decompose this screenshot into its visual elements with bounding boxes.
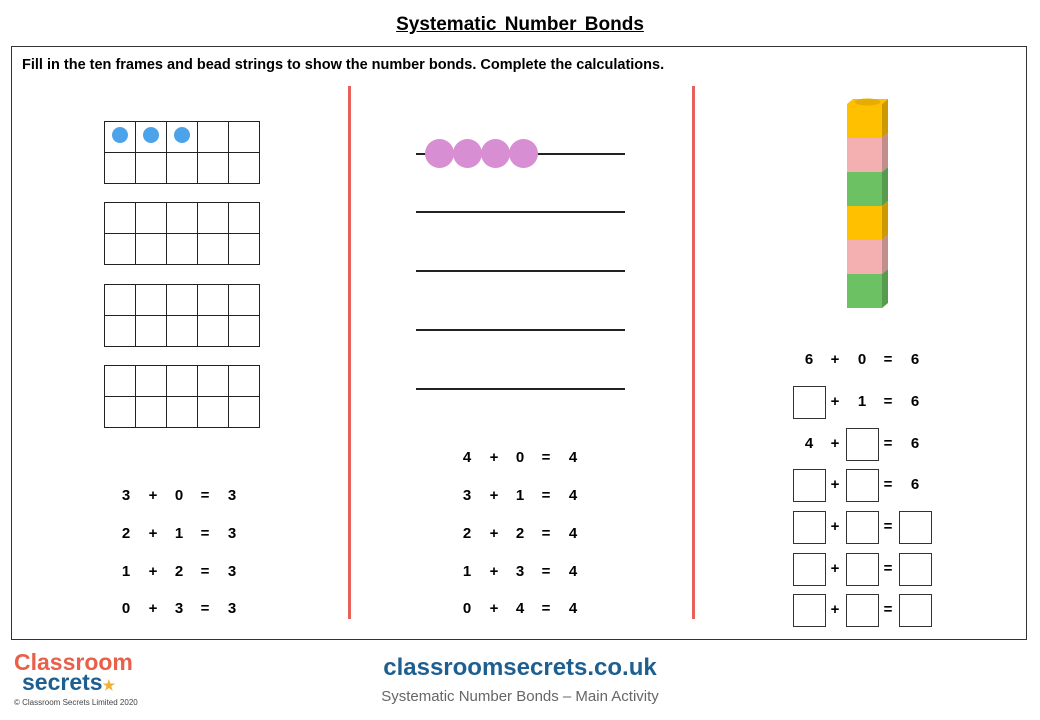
cube-side [882,99,888,138]
bead [453,139,482,168]
number: 2 [462,525,472,542]
counter-dot [143,127,159,143]
number: 6 [804,351,814,368]
column-divider-right [692,86,695,619]
ten-frame-cell[interactable] [198,366,229,397]
equals-sign: = [200,525,210,542]
answer-box[interactable] [846,469,879,502]
answer-box[interactable] [846,428,879,461]
cube [847,274,882,308]
logo-line1: Classroom [14,649,133,675]
ten-frame-cell[interactable] [136,153,167,184]
plus-sign: + [148,563,158,580]
cube [847,206,882,240]
plus-sign: + [830,393,840,410]
footer-subtitle: Systematic Number Bonds – Main Activity [381,688,659,705]
answer-box[interactable] [793,386,826,419]
plus-sign: + [489,487,499,504]
ten-frame-cell[interactable] [229,366,260,397]
equals-sign: = [200,600,210,617]
number: 4 [568,487,578,504]
ten-frame-cell[interactable] [136,366,167,397]
ten-frame-cell[interactable] [167,397,198,428]
number: 4 [462,449,472,466]
number: 3 [174,600,184,617]
bead-string[interactable] [416,270,625,272]
number: 4 [568,600,578,617]
number: 3 [121,487,131,504]
ten-frame-cell[interactable] [136,285,167,316]
column-divider-left [348,86,351,619]
logo-line2: secrets★ [22,669,116,695]
ten-frame-cell[interactable] [229,316,260,347]
number: 1 [462,563,472,580]
answer-box[interactable] [793,511,826,544]
bead-string[interactable] [416,329,625,331]
ten-frame[interactable] [104,284,260,347]
star-icon: ★ [102,677,116,693]
number: 1 [121,563,131,580]
plus-sign: + [489,563,499,580]
equals-sign: = [883,393,893,410]
number: 3 [227,525,237,542]
ten-frame-cell[interactable] [105,285,136,316]
plus-sign: + [148,600,158,617]
ten-frame-cell[interactable] [105,153,136,184]
plus-sign: + [830,601,840,618]
equals-sign: = [883,476,893,493]
number: 3 [227,487,237,504]
plus-sign: + [489,525,499,542]
ten-frame-cell[interactable] [229,203,260,234]
equals-sign: = [883,518,893,535]
answer-box[interactable] [846,553,879,586]
answer-box[interactable] [846,511,879,544]
number: 3 [227,563,237,580]
equals-sign: = [541,487,551,504]
ten-frame-cell[interactable] [229,285,260,316]
number: 2 [515,525,525,542]
bead-string[interactable] [416,388,625,390]
cube-stud [855,99,881,106]
answer-box[interactable] [899,511,932,544]
number: 4 [568,563,578,580]
equals-sign: = [541,563,551,580]
number: 3 [515,563,525,580]
number: 6 [910,476,920,493]
ten-frame-cell[interactable] [229,153,260,184]
answer-box[interactable] [793,594,826,627]
equals-sign: = [883,351,893,368]
number: 2 [121,525,131,542]
ten-frame-cell[interactable] [105,122,136,153]
plus-sign: + [830,351,840,368]
ten-frame-cell[interactable] [105,203,136,234]
number: 3 [462,487,472,504]
cube-side [882,133,888,172]
equals-sign: = [541,600,551,617]
equals-sign: = [200,563,210,580]
number: 6 [910,351,920,368]
ten-frame[interactable] [104,365,260,428]
number: 1 [174,525,184,542]
ten-frame-cell[interactable] [167,122,198,153]
ten-frame-cell[interactable] [198,397,229,428]
plus-sign: + [830,560,840,577]
counter-dot [112,127,128,143]
number: 3 [227,600,237,617]
ten-frame-cell[interactable] [167,203,198,234]
ten-frame[interactable] [104,121,260,184]
ten-frame-cell[interactable] [229,397,260,428]
plus-sign: + [148,487,158,504]
counter-dot [174,127,190,143]
ten-frame-cell[interactable] [136,234,167,265]
ten-frame-cell[interactable] [105,234,136,265]
plus-sign: + [830,435,840,452]
number: 4 [804,435,814,452]
equals-sign: = [541,449,551,466]
footer-url[interactable]: classroomsecrets.co.uk [383,654,657,681]
bead [425,139,454,168]
ten-frame-cell[interactable] [167,234,198,265]
ten-frame-cell[interactable] [198,285,229,316]
plus-sign: + [830,518,840,535]
ten-frame-cell[interactable] [198,153,229,184]
number: 6 [910,393,920,410]
ten-frame-cell[interactable] [105,316,136,347]
number: 0 [462,600,472,617]
number: 0 [515,449,525,466]
cube-tower [840,96,896,318]
cube [847,138,882,172]
ten-frame-cell[interactable] [198,316,229,347]
ten-frame-cell[interactable] [167,316,198,347]
cube [847,240,882,274]
ten-frame-cell[interactable] [136,203,167,234]
plus-sign: + [830,476,840,493]
ten-frame-cell[interactable] [198,234,229,265]
ten-frame-cell[interactable] [136,122,167,153]
ten-frame-cell[interactable] [198,122,229,153]
ten-frame-cell[interactable] [136,316,167,347]
number: 1 [857,393,867,410]
equals-sign: = [883,560,893,577]
ten-frame-cell[interactable] [105,366,136,397]
ten-frame-cell[interactable] [229,234,260,265]
equals-sign: = [883,435,893,452]
ten-frame-cell[interactable] [167,153,198,184]
ten-frame-cell[interactable] [229,122,260,153]
number: 4 [568,525,578,542]
ten-frame[interactable] [104,202,260,265]
number: 0 [174,487,184,504]
cube-side [882,167,888,206]
page-title: Systematic Number Bonds [396,14,644,35]
ten-frame-cell[interactable] [136,397,167,428]
copyright: © Classroom Secrets Limited 2020 [14,698,138,707]
ten-frame-cell[interactable] [105,397,136,428]
number: 4 [568,449,578,466]
ten-frame-cell[interactable] [198,203,229,234]
answer-box[interactable] [793,553,826,586]
number: 1 [515,487,525,504]
answer-box[interactable] [899,594,932,627]
bead [481,139,510,168]
cube [847,172,882,206]
number: 0 [121,600,131,617]
plus-sign: + [489,600,499,617]
bead-string[interactable] [416,211,625,213]
equals-sign: = [200,487,210,504]
plus-sign: + [489,449,499,466]
bead [509,139,538,168]
equals-sign: = [883,601,893,618]
number: 6 [910,435,920,452]
answer-box[interactable] [899,553,932,586]
number: 2 [174,563,184,580]
answer-box[interactable] [846,594,879,627]
instructions: Fill in the ten frames and bead strings to show the number bonds. Complete the calculations. [22,57,665,73]
cube-side [882,269,888,308]
plus-sign: + [148,525,158,542]
number: 0 [857,351,867,368]
cube-side [882,201,888,240]
cube-side [882,235,888,274]
answer-box[interactable] [793,469,826,502]
equals-sign: = [541,525,551,542]
number: 4 [515,600,525,617]
ten-frame-cell[interactable] [167,366,198,397]
ten-frame-cell[interactable] [167,285,198,316]
cube [847,104,882,138]
